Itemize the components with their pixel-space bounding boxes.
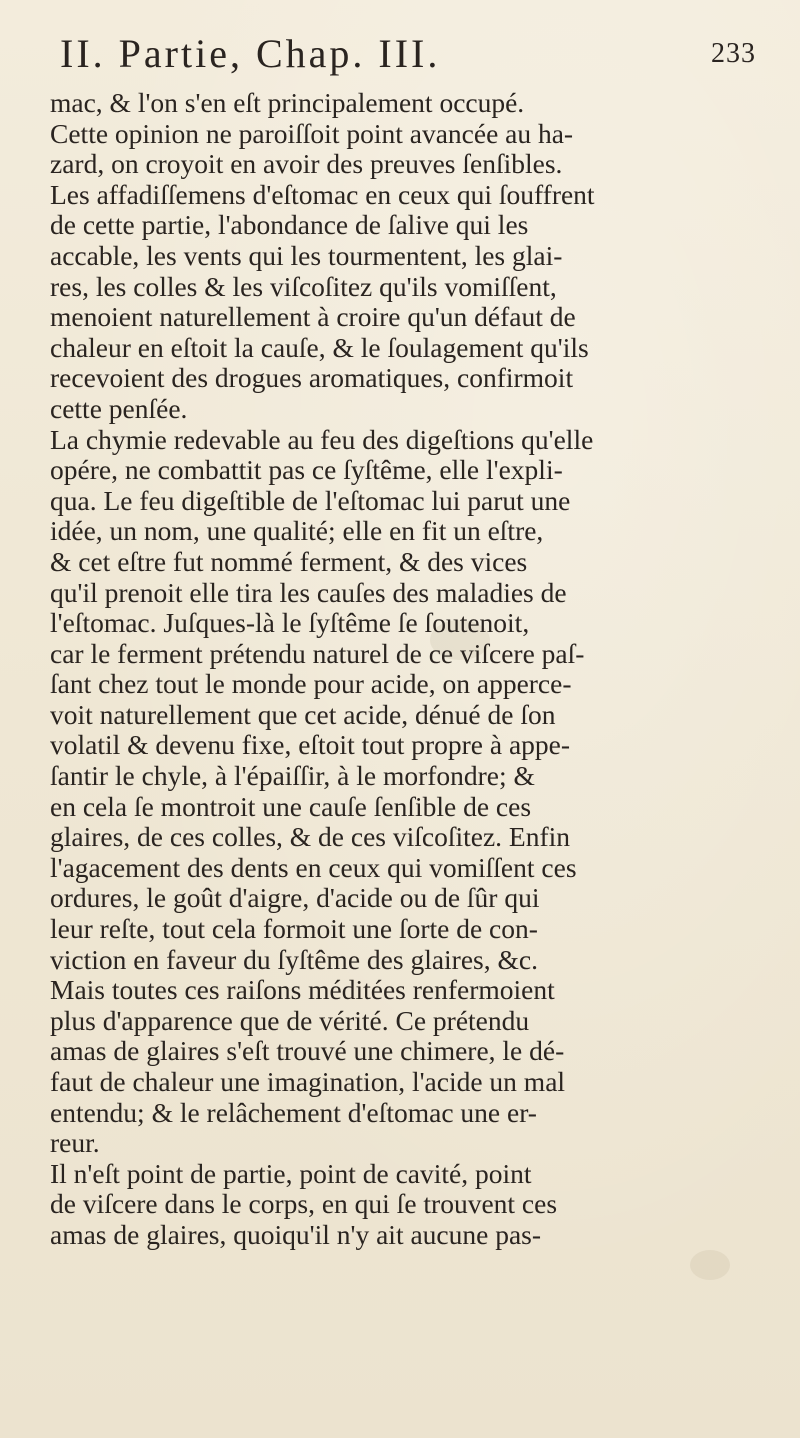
text-line: glaires, de ces colles, & de ces viſcoſitez. Enfin — [50, 821, 571, 853]
running-head: II. Partie, Chap. III. — [60, 31, 441, 76]
text-line: volatil & devenu fixe, eſtoit tout propre à appe- — [50, 729, 571, 761]
text-line: idée, un nom, une qualité; elle en fit un eſtre, — [50, 515, 544, 547]
text-line: plus d'apparence que de vérité. Ce prétendu — [50, 1004, 530, 1036]
text-line: recevoient des drogues aromatiques, confirmoit — [50, 362, 574, 394]
paper-stain — [690, 1250, 730, 1280]
text-line: Il n'eſt point de partie, point de cavité, point — [50, 1157, 532, 1189]
text-line: Cette opinion ne paroiſſoit point avancée au ha- — [50, 117, 574, 149]
text-line: cette penſée. — [50, 392, 188, 424]
text-line: chaleur en eſtoit la cauſe, & le ſoulagement qu'ils — [50, 331, 589, 363]
text-line: viction en faveur du ſyſtême des glaires, &c. — [50, 943, 538, 975]
text-line: voit naturellement que cet acide, dénué de ſon — [50, 698, 556, 730]
text-line: mac, & l'on s'en eſt principalement occupé. — [50, 87, 525, 118]
text-line: ſantir le chyle, à l'épaiſſir, à le morfondre; & — [50, 760, 535, 792]
text-line: l'eſtomac. Juſques-là le ſyſtême ſe ſoutenoit, — [50, 607, 530, 639]
text-line: qua. Le feu digeſtible de l'eſtomac lui parut une — [50, 484, 571, 516]
text-line: Mais toutes ces raiſons méditées renfermoient — [50, 974, 555, 1006]
text-line: opére, ne combattit pas ce ſyſtême, elle l'expli- — [50, 454, 563, 486]
text-line: ſant chez tout le monde pour acide, on apperce- — [50, 668, 572, 700]
text-line: La chymie redevable au feu des digeſtions qu'elle — [50, 423, 594, 455]
text-line: res, les colles & les viſcoſitez qu'ils vomiſſent, — [50, 270, 557, 302]
text-line: reur. — [50, 1127, 100, 1159]
text-line: l'agacement des dents en ceux qui vomiſſent ces — [50, 851, 577, 883]
text-line: car le ferment prétendu naturel de ce viſcere paſ- — [50, 637, 585, 669]
text-line: entendu; & le relâchement d'eſtomac une er- — [50, 1096, 537, 1128]
text-line: qu'il prenoit elle tira les cauſes des maladies de — [50, 576, 567, 608]
text-line: menoient naturellement à croire qu'un défaut de — [50, 301, 576, 333]
text-line: & cet eſtre fut nommé ferment, & des vices — [50, 545, 528, 577]
text-line: zard, on croyoit en avoir des preuves ſenſibles. — [50, 148, 563, 180]
text-line: de cette partie, l'abondance de ſalive qui les — [50, 209, 529, 241]
text-line: leur reſte, tout cela formoit une ſorte de con- — [50, 913, 538, 945]
text-line: amas de glaires s'eſt trouvé une chimere, le dé- — [50, 1035, 565, 1067]
page-header — [60, 28, 756, 80]
text-line: Les affadiſſemens d'eſtomac en ceux qui ſouffrent — [50, 178, 595, 210]
text-line: amas de glaires, quoiqu'il n'y ait aucune pas- — [50, 1218, 542, 1250]
page-number: 233 — [711, 38, 756, 69]
text-line: accable, les vents qui les tourmentent, les glai- — [50, 239, 563, 271]
text-line: faut de chaleur une imagination, l'acide un mal — [50, 1066, 566, 1097]
text-line: ordures, le goût d'aigre, d'acide ou de ſûr qui — [50, 882, 540, 914]
text-line: en cela ſe montroit une cauſe ſenſible de ces — [50, 790, 532, 822]
body-text — [50, 88, 770, 1251]
text-line: de viſcere dans le corps, en qui ſe trouvent ces — [50, 1188, 558, 1220]
